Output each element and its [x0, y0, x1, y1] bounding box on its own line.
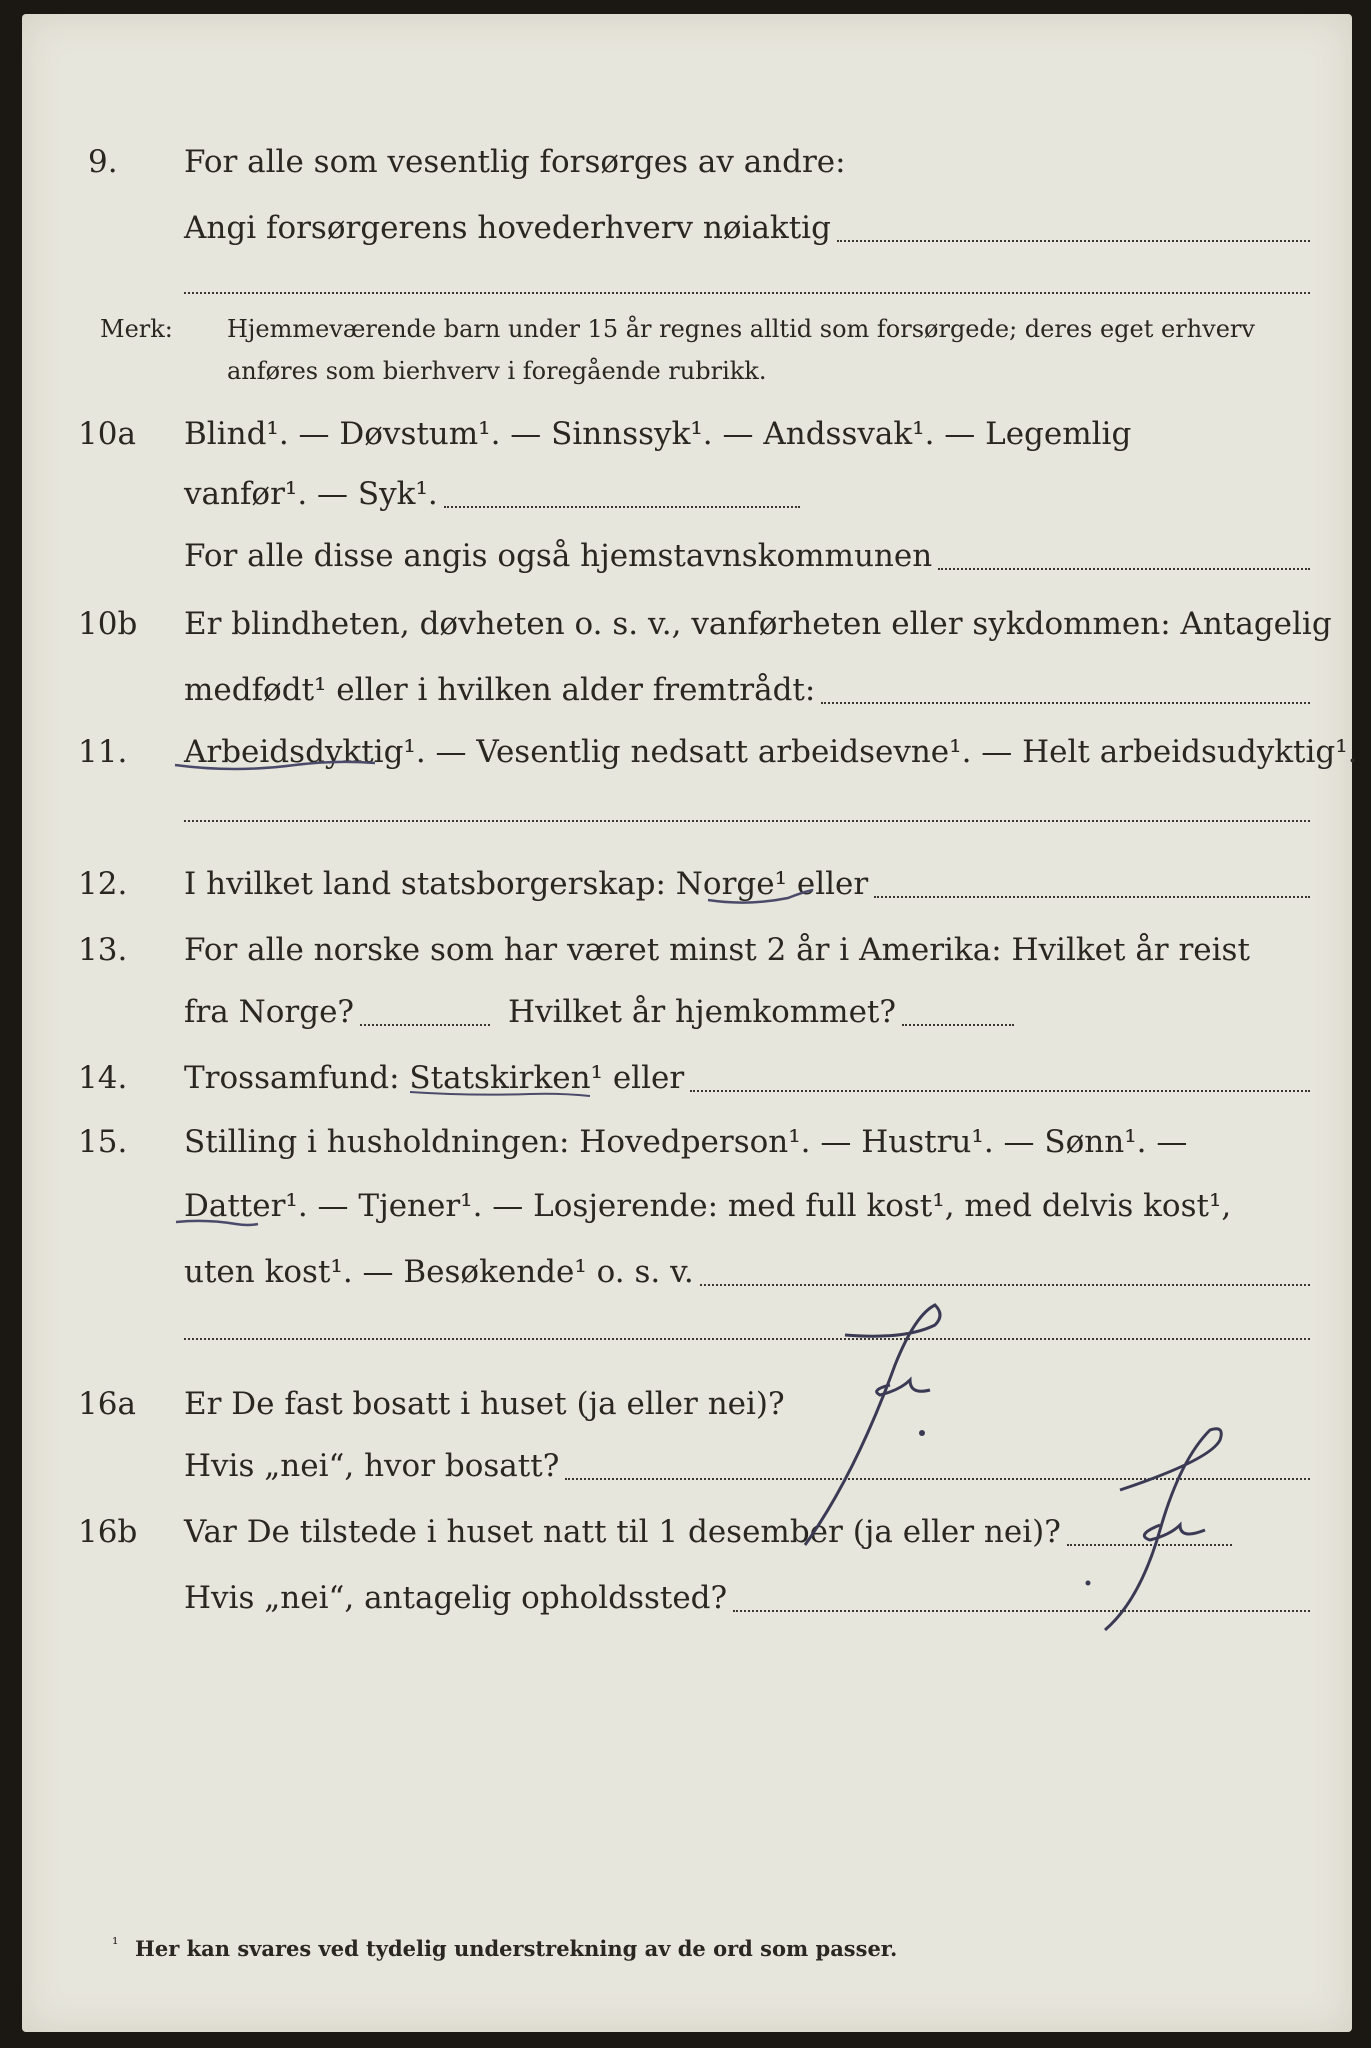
q10b-line1: Er blindheten, døvheten o. s. v., vanførheten eller sykdommen: Antagelig	[184, 606, 1332, 642]
q9-number: 9.	[88, 144, 118, 180]
q14-line1: Trossamfund: Statskirken¹ eller	[184, 1058, 1310, 1098]
q11-number: 11.	[78, 734, 128, 770]
note-label: Merk:	[100, 315, 173, 343]
q15-line2: Datter¹. — Tjener¹. — Losjerende: med full kost¹, med delvis kost¹,	[184, 1188, 1232, 1224]
q12-line1: I hvilket land statsborgerskap: Norge¹ eller	[184, 864, 1310, 904]
footnote-text: Her kan svares ved tydelig understrekning av de ord som passer.	[135, 1936, 898, 1961]
q11-line1: Arbeidsdyktig¹. — Vesentlig nedsatt arbeidsevne¹. — Helt arbeidsudyktig¹.	[184, 734, 1358, 770]
q13-line2: fra Norge? Hvilket år hjemkommet?	[184, 992, 1014, 1032]
q16b-line1: Var De tilstede i huset natt til 1 desember (ja eller nei)?	[184, 1512, 1232, 1552]
q10a-line3: For alle disse angis også hjemstavnskommunen	[184, 536, 1310, 576]
q10a-line2: vanfør¹. — Syk¹.	[184, 474, 800, 514]
underline-datter	[176, 1221, 258, 1225]
q15-number: 15.	[78, 1124, 128, 1160]
q15-line3: uten kost¹. — Besøkende¹ o. s. v.	[184, 1252, 1310, 1292]
underline-arbeidsdyktig	[175, 762, 375, 769]
handwriting-answer-16a	[805, 1305, 940, 1545]
q10b-number: 10b	[78, 606, 138, 642]
q10a-line1: Blind¹. — Døvstum¹. — Sinnssyk¹. — Andssvak¹. — Legemlig	[184, 416, 1132, 452]
q16a-line1: Er De fast bosatt i huset (ja eller nei)?	[184, 1386, 785, 1422]
q16b-line2: Hvis „nei“, antagelig opholdssted?	[184, 1578, 1310, 1618]
q16a-line2: Hvis „nei“, hvor bosatt?	[184, 1446, 1310, 1486]
q10a-number: 10a	[78, 416, 136, 452]
q13-line1: For alle norske som har været minst 2 år i Amerika: Hvilket år reist	[184, 932, 1250, 968]
q15-line1: Stilling i husholdningen: Hovedperson¹. — Hustru¹. — Sønn¹. —	[184, 1124, 1188, 1160]
underline-statskirken	[410, 1092, 590, 1096]
underline-norge	[708, 890, 813, 903]
q14-number: 14.	[78, 1060, 128, 1096]
note-line2: anføres som bierhverv i foregående rubrikk.	[227, 357, 767, 385]
q13-number: 13.	[78, 932, 128, 968]
note-line1: Hjemmeværende barn under 15 år regnes alltid som forsørgede; deres eget erhverv	[227, 315, 1255, 343]
footnote-mark: ¹	[112, 1934, 119, 1953]
q16a-number: 16a	[78, 1386, 136, 1422]
q12-number: 12.	[78, 866, 128, 902]
q16b-number: 16b	[78, 1514, 138, 1550]
q9-line2: Angi forsørgerens hovederhverv nøiaktig	[184, 208, 1310, 248]
q10b-line2: medfødt¹ eller i hvilken alder fremtrådt:	[184, 670, 1310, 710]
q9-line1: For alle som vesentlig forsørges av andre:	[184, 144, 846, 180]
